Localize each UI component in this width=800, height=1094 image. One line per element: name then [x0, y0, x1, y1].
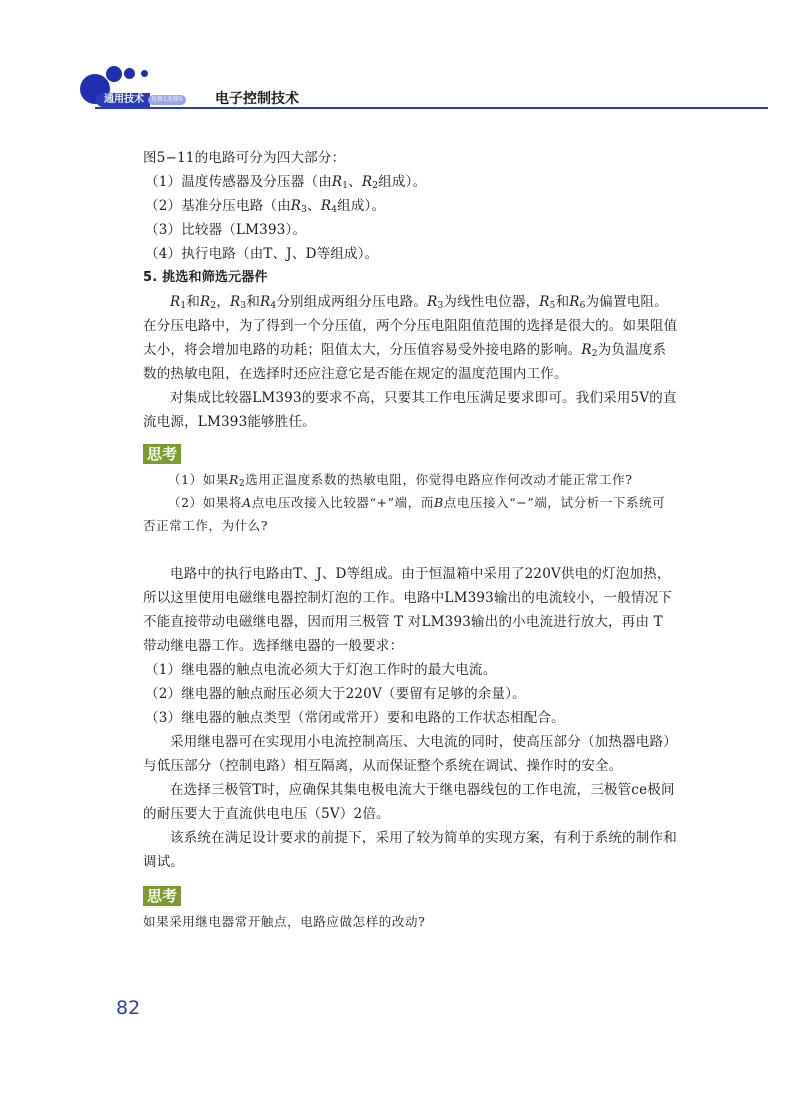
- header-dot-tiny: [141, 70, 148, 77]
- paragraph-transistor: 在选择三极管T时，应确保其集电极电流大于继电器线包的工作电流，三极管ce极间的耐压要大于直流供电电压（5V）2倍。: [143, 782, 675, 822]
- think-questions-2: [143, 910, 678, 933]
- chapter-title: 电子控制技术: [215, 91, 299, 107]
- think-label-1: 思考: [143, 444, 181, 464]
- part-item-3: （3）比较器（LM393）。: [145, 222, 307, 238]
- relay-req-3: （3）继电器的触点类型（常闭或常开）要和电路的工作状态相配合。: [145, 710, 565, 726]
- think-question-2: （2）如果将A点电压改接入比较器“+”端，而B点电压接入“−”端，试分析一下系统可否正常工作，为什么?: [143, 495, 666, 533]
- part-item-4: （4）执行电路（由T、J、D等组成）。: [145, 246, 379, 262]
- main-text-block-2: [143, 562, 678, 874]
- section-heading: 5. 挑选和筛选元器件: [143, 270, 268, 285]
- relay-req-2: （2）继电器的触点耐压必须大于220V（要留有足够的余量）。: [145, 686, 526, 702]
- think-label-2: 思考: [143, 886, 181, 906]
- think-questions-1: [143, 468, 678, 537]
- header-rule: [95, 107, 768, 109]
- paragraph-resistors: $R_1$和$R_2$，$R_3$和$R_4$分别组成两组分压电路。$R_3$为线性电位器，$R_5$和$R_6$为偏置电阻。在分压电路中，为了得到一个分压值，两个分压电阻阻值范围的选择是很大的。如果阻值太小，将会增加电路的功耗；阻值太大，分压值容易受外接电路的影响。$R_2$为负温度系数的热敏电阻，在选择时还应注意它是否能在规定的温度范围内工作。: [143, 294, 678, 382]
- paragraph-execution: 电路中的执行电路由T、J、D等组成。由于恒温箱中采用了220V供电的灯泡加热，所以这里使用电磁继电器控制灯泡的工作。电路中LM393输出的电流较小，一般情况下不能直接带动电磁继电器，因而用三极管 T 对LM393输出的小电流进行放大，再由 T 带动继电器工作。选择继电器的一般要求：: [143, 566, 673, 654]
- header-sub-badge: 选修1选修5: [148, 95, 186, 105]
- header-badge: 通用技术: [96, 93, 150, 107]
- relay-req-1: （1）继电器的触点电流必须大于灯泡工作时的最大电流。: [145, 662, 497, 678]
- think-question-1: （1）如果$R_2$选用正温度系数的热敏电阻，你觉得电路应作何改动才能正常工作?: [168, 472, 633, 489]
- main-text-block-1: [143, 146, 678, 434]
- header-dot-medium: [106, 66, 122, 82]
- paragraph-summary: 该系统在满足设计要求的前提下，采用了较为简单的实现方案，有利于系统的制作和调试。: [143, 830, 677, 870]
- paragraph-comparator: 对集成比较器LM393的要求不高，只要其工作电压满足要求即可。我们采用5V的直流电源，LM393能够胜任。: [143, 390, 677, 430]
- part-item-2: （2）基准分压电路（由$R_3$、$R_4$组成）。: [145, 198, 386, 215]
- think-question-3: 如果采用继电器常开触点，电路应做怎样的改动?: [143, 914, 426, 929]
- part-item-1: （1）温度传感器及分压器（由$R_1$、$R_2$组成）。: [145, 174, 427, 191]
- paragraph-isolation: 采用继电器可在实现用小电流控制高压、大电流的同时，使高压部分（加热器电路）与低压部分（控制电路）相互隔离，从而保证整个系统在调试、操作时的安全。: [143, 734, 677, 774]
- intro-line: 图5−11的电路可分为四大部分：: [143, 150, 346, 166]
- page-number: 82: [116, 997, 141, 1019]
- header-dot-small: [124, 68, 135, 79]
